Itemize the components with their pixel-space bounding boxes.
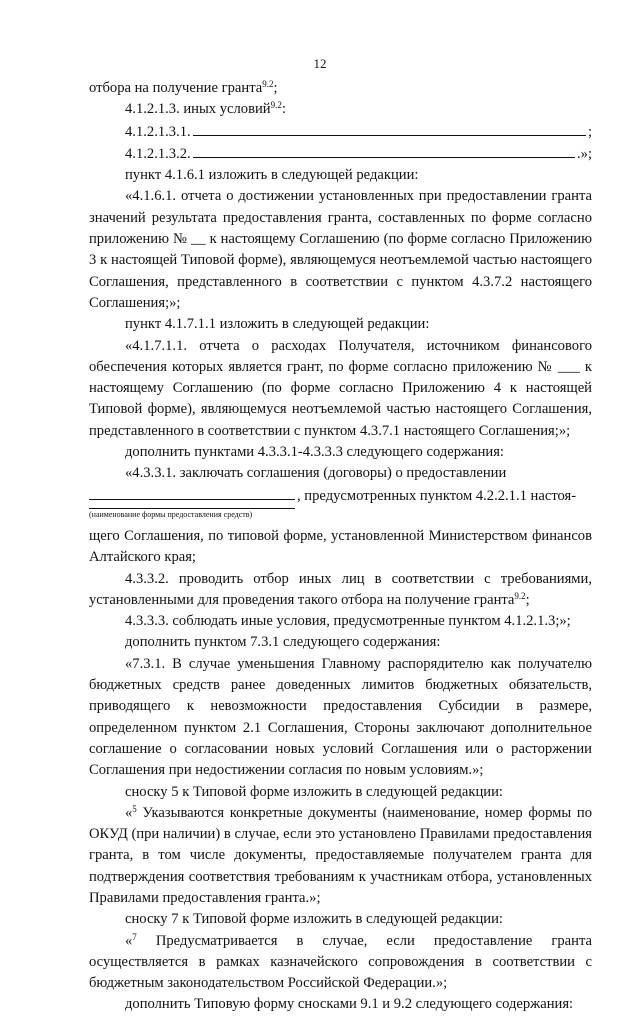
paragraph: щего Соглашения, по типовой форме, установленной Министерством финансов Алтайского края; <box>89 527 592 566</box>
blank-fill-line: 4.1.2.1.3.2. .»; <box>89 143 592 165</box>
paragraph: 4.3.3.3. соблюдать иные условия, предусмотренные пунктом 4.1.2.1.3;»; <box>125 613 571 630</box>
paragraph: «$^5$ Указываются конкретные документы (наименование, номер формы по ОКУД (при наличии) в случае, если это установлено Правилами предоставления гранта, в том числе документы, предоставляемые получателем гранта для подтверждения соответствия требованиям к участникам отбора, установленных Правилами предоставления гранта.»; <box>89 803 592 906</box>
text-line: отбора на получение гранта$^{9.2}$; <box>89 79 278 96</box>
paragraph: «4.1.6.1. отчета о достижении установленных при предоставлении гранта значений результата предоставления гранта, составленных по форме согласно приложению № __ к настоящему Соглашению (по форме согласно Приложению 3 к настоящей Типовой форме), являющемуся неотъемлемой частью настоящего Соглашения, представленного в соответствии с пунктом 4.3.7.2 настоящего Соглашения;»; <box>89 188 592 311</box>
text-line: дополнить пунктами 4.3.3.1-4.3.3.3 следующего содержания: <box>125 444 504 461</box>
paragraph: «4.1.7.1.1. отчета о расходах Получателя, источником финансового обеспечения которых является грант, по форме согласно приложению № ___ к настоящему Соглашению (по форме согласно Приложению 4 к настоящей Типовой форме), являющемуся неотъемлемой частью настоящего Соглашения, представленного в соответствии с пунктом 4.3.7.1 настоящего Соглашения;»; <box>89 337 592 439</box>
text-line: сноску 5 к Типовой форме изложить в следующей редакции: <box>125 783 503 800</box>
paragraph: «$^7$ Предусматривается в случае, если предоставление гранта осуществляется в рамках казначейского сопровождения в соответствии с бюджетным законодательством Российской Федерации.»; <box>89 931 592 992</box>
page-number: 12 <box>313 56 327 71</box>
paragraph: «4.3.3.1. заключать соглашения (договоры) о предоставлении <box>125 465 507 482</box>
paragraph: 4.3.3.2. проводить отбор иных лиц в соответствии с требованиями, установленными для проведения такого отбора на получение гранта$^{9.2}$; <box>89 570 592 608</box>
paragraph: «7.3.1. В случае уменьшения Главному распорядителю как получателю бюджетных средств ранее доведенных лимитов бюджетных обязательств, приводящего к невозможности предоставления Субсидии в размере, определенном пунктом 2.1 Соглашения, Стороны заключают дополнительное соглашение о согласовании новых условий Соглашения или о расторжении Соглашения при недостижении согласия по новым условиям.»; <box>89 655 592 779</box>
form-blank-row: , предусмотренных пунктом 4.2.2.1.1 настоя- <box>89 485 592 507</box>
text-line: 4.1.2.1.3. иных условий$^{9.2}$: <box>125 100 286 118</box>
text-line: дополнить Типовую форму сносками 9.1 и 9.2 следующего содержания: <box>125 996 574 1013</box>
form-caption: (наименование формы предоставления средств) <box>89 508 295 520</box>
text-line: пункт 4.1.6.1 изложить в следующей редакции: <box>125 167 419 184</box>
text-line: сноску 7 к Типовой форме изложить в следующей редакции: <box>125 911 503 928</box>
blank-fill-line: 4.1.2.1.3.1. ; <box>89 121 592 143</box>
text-line: пункт 4.1.7.1.1 изложить в следующей редакции: <box>125 316 430 333</box>
document-body <box>89 78 592 1016</box>
text-line: дополнить пунктом 7.3.1 следующего содержания: <box>125 634 441 651</box>
